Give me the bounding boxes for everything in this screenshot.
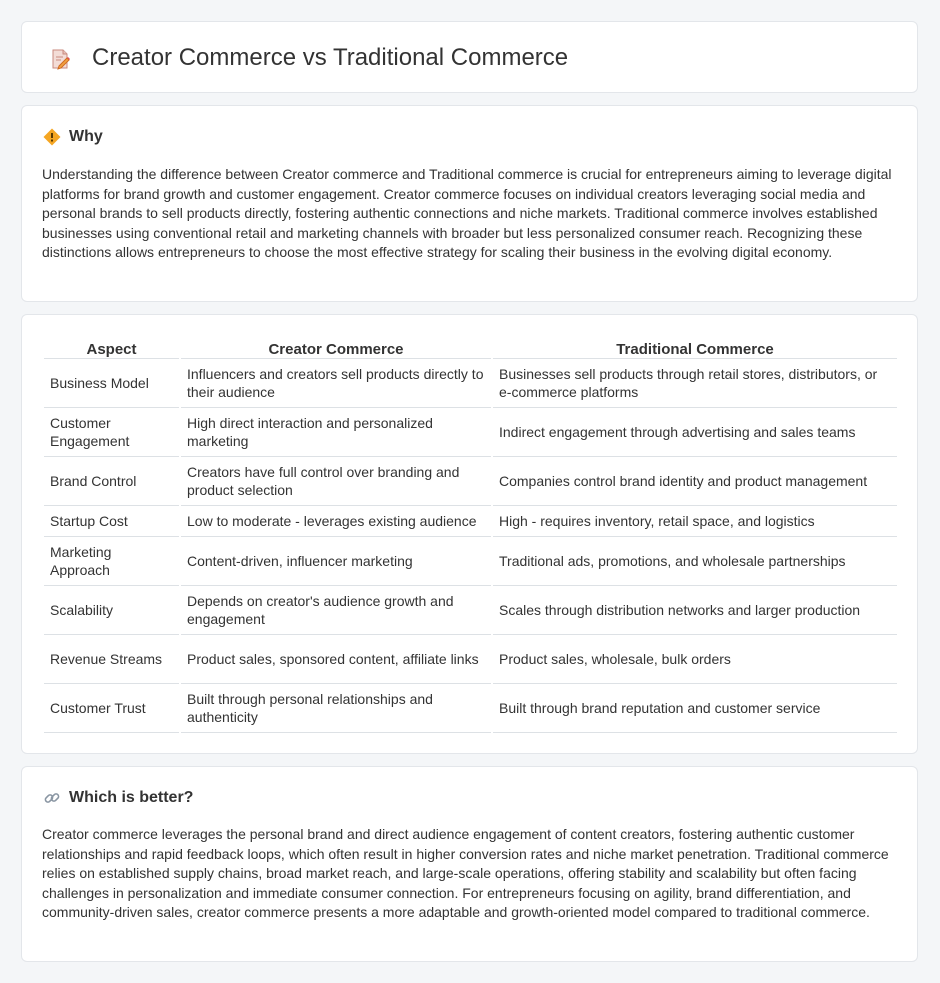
better-text: Creator commerce leverages the personal brand and direct audience engagement of content creators, fostering authentic customer relationships and rapid feedback loops, which often result in higher conversion rates and niche market penetration. Traditional commerce relies on established supply chains, broad market reach, and large-scale operations, offering stability and scalability but often facing challenges in personalization and immediate consumer connection. For entrepreneurs focusing on agility, brand differentiation, and community-driven sales, creator commerce presents a more adaptable and growth-oriented model compared to traditional commerce.: [42, 826, 889, 920]
aspect-cell: Marketing Approach: [44, 537, 179, 586]
table-row: [44, 359, 897, 408]
traditional-cell: Traditional ads, promotions, and wholesale partnerships: [493, 537, 897, 586]
why-text: Understanding the difference between Creator commerce and Traditional commerce is crucial for entrepreneurs aiming to leverage digital platforms for brand growth and customer engagement. Creator commerce focuses on individual creators leveraging social media and personal brands to sell products directly, fostering authentic connections and niche markets. Traditional commerce involves established businesses using conventional retail and marketing channels with broader but less personalized consumer reach. Recognizing these distinctions allows entrepreneurs to choose the most effective strategy for scaling their business in the evolving digital economy.: [42, 166, 892, 260]
traditional-cell: High - requires inventory, retail space, and logistics: [493, 506, 897, 537]
creator-cell: Creators have full control over branding and product selection: [181, 457, 491, 506]
table-row: [44, 506, 897, 537]
diamond-warning-icon: [43, 128, 61, 146]
comparison-section: [21, 314, 918, 754]
aspect-cell: Business Model: [44, 359, 179, 408]
creator-cell: Product sales, sponsored content, affiliate links: [181, 635, 491, 684]
traditional-cell: Indirect engagement through advertising and sales teams: [493, 408, 897, 457]
traditional-cell: Product sales, wholesale, bulk orders: [493, 635, 897, 684]
better-heading: Which is better?: [69, 789, 194, 806]
aspect-cell: Customer Engagement: [44, 408, 179, 457]
header-aspect: Aspect: [44, 335, 179, 359]
link-icon: [43, 789, 61, 807]
traditional-cell: Scales through distribution networks and larger production: [493, 586, 897, 635]
header-creator: Creator Commerce: [181, 335, 491, 359]
table-row: [44, 457, 897, 506]
table-row: [44, 408, 897, 457]
aspect-cell: Scalability: [44, 586, 179, 635]
table-header-row: [44, 335, 897, 359]
creator-cell: Low to moderate - leverages existing audience: [181, 506, 491, 537]
table-row: [44, 684, 897, 733]
title-card: [21, 21, 918, 93]
which-better-section: [21, 766, 918, 962]
why-section: [21, 105, 918, 302]
table-row: [44, 537, 897, 586]
table-row: [44, 586, 897, 635]
aspect-cell: Startup Cost: [44, 506, 179, 537]
creator-cell: Depends on creator's audience growth and engagement: [181, 586, 491, 635]
traditional-cell: Businesses sell products through retail stores, distributors, or e-commerce platforms: [493, 359, 897, 408]
creator-cell: Influencers and creators sell products directly to their audience: [181, 359, 491, 408]
aspect-cell: Revenue Streams: [44, 635, 179, 684]
better-heading-row: [43, 788, 193, 808]
aspect-cell: Brand Control: [44, 457, 179, 506]
creator-cell: High direct interaction and personalized marketing: [181, 408, 491, 457]
traditional-cell: Companies control brand identity and product management: [493, 457, 897, 506]
table-row: [44, 635, 897, 684]
header-traditional: Traditional Commerce: [493, 335, 897, 359]
comparison-table: [42, 335, 899, 733]
page-title: Creator Commerce vs Traditional Commerce: [92, 44, 569, 71]
aspect-cell: Customer Trust: [44, 684, 179, 733]
why-heading: Why: [69, 128, 103, 145]
traditional-cell: Built through brand reputation and customer service: [493, 684, 897, 733]
document-pencil-icon: [48, 47, 72, 71]
creator-cell: Built through personal relationships and authenticity: [181, 684, 491, 733]
creator-cell: Content-driven, influencer marketing: [181, 537, 491, 586]
why-heading-row: [43, 127, 103, 147]
